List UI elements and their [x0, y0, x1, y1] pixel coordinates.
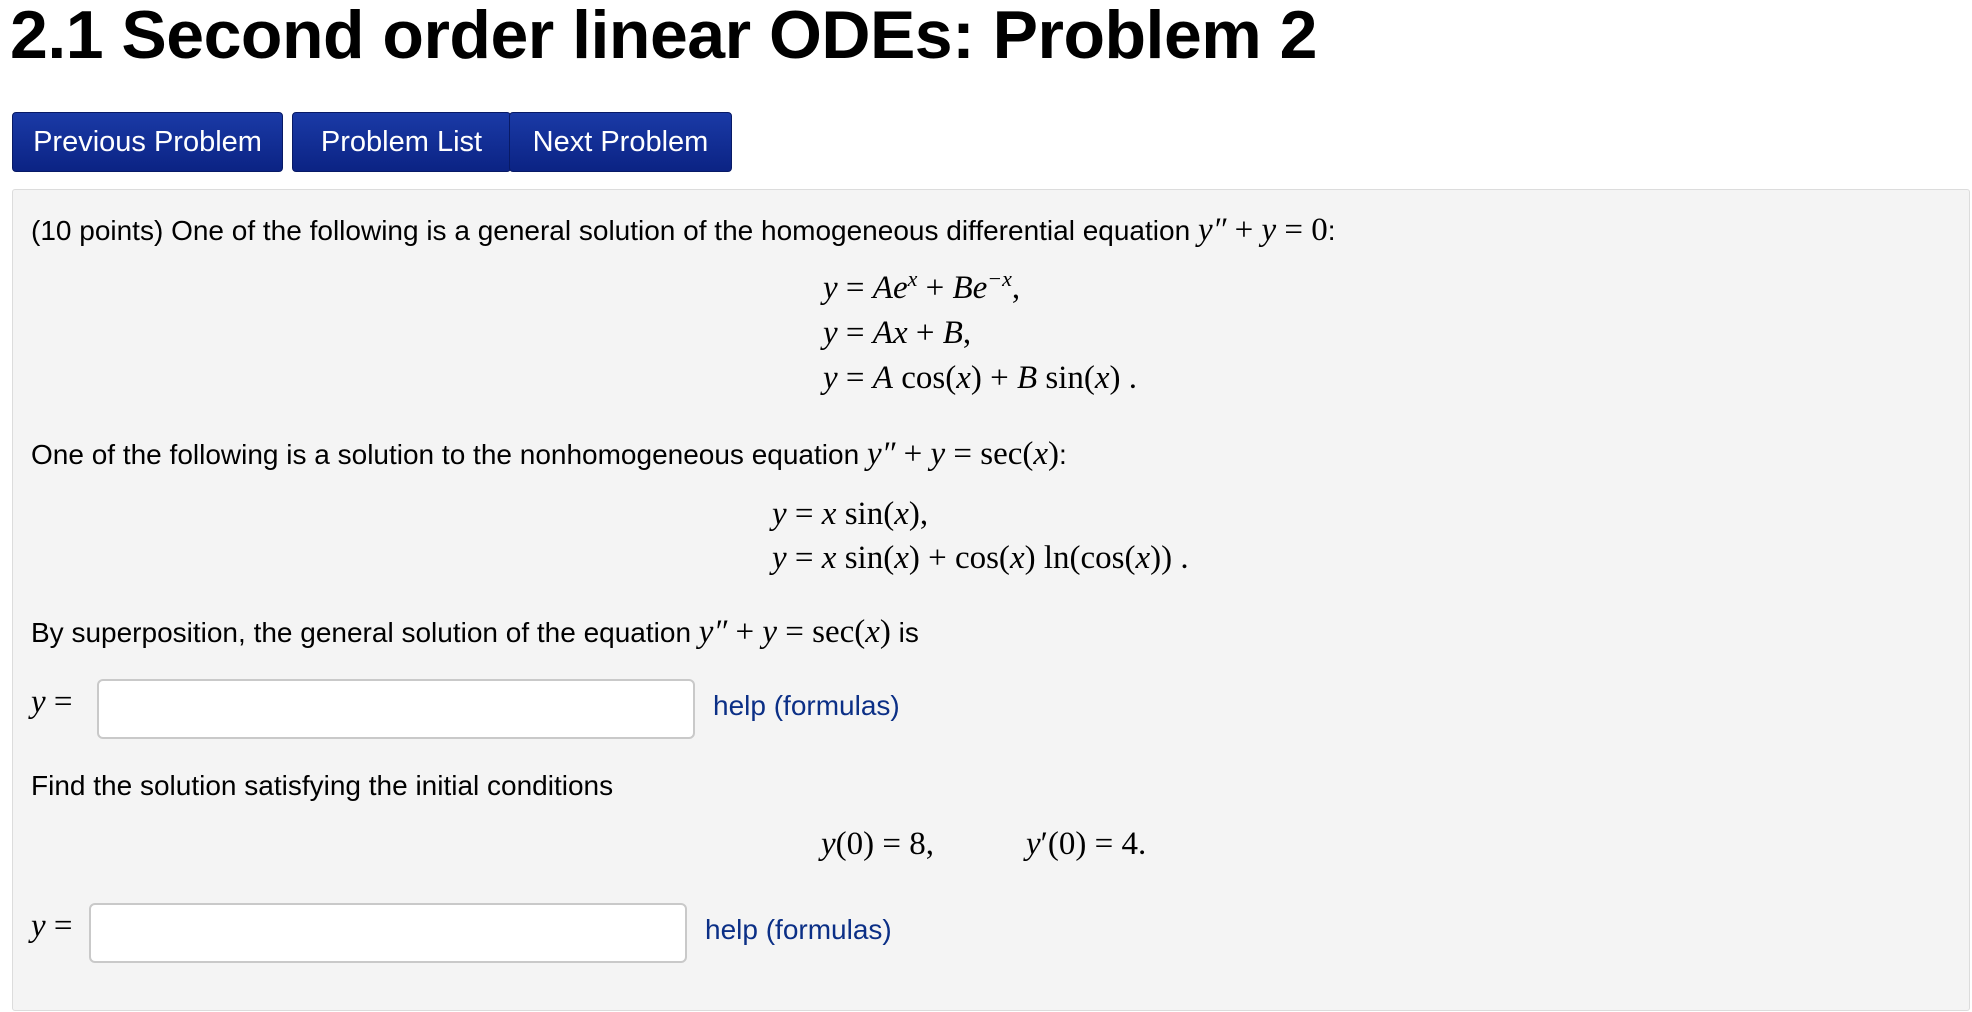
superposition-equation: y″ + y = sec(x): [698, 614, 891, 650]
answer-label-2: y =: [31, 908, 73, 944]
page-title: 2.1 Second order linear ODEs: Problem 2: [10, 0, 1317, 73]
next-problem-button[interactable]: Next Problem: [509, 112, 732, 172]
homogeneous-equation: y″ + y = 0: [1197, 212, 1328, 248]
homogeneous-option: y = A cos(x) + B sin(x) .: [823, 360, 1138, 396]
nonhom-text-span: One of the following is a solution to the nonhomogeneous equation: [31, 439, 860, 470]
particular-option: y = x sin(x),: [772, 496, 929, 532]
problem-body: [12, 189, 1970, 1011]
problem-list-button[interactable]: Problem List: [292, 112, 511, 172]
nonhomogeneous-text: One of the following is a solution to the nonhomogeneous equation y″ + y = sec(x):: [31, 436, 1067, 472]
homogeneous-option: y = Ax + B,: [823, 315, 972, 351]
particular-option: y = x sin(x) + cos(x) ln(cos(x)) .: [772, 540, 1189, 576]
help-formulas-link-2[interactable]: help (formulas): [705, 914, 892, 945]
initial-condition-1: y(0) = 8,: [821, 826, 934, 862]
ivp-solution-input[interactable]: [89, 903, 687, 963]
intro-text: (10 points) One of the following is a general solution of the homogeneous differential equation: [31, 215, 1191, 246]
initial-conditions-text: Find the solution satisfying the initial conditions: [31, 770, 614, 801]
help-formulas-link-1[interactable]: help (formulas): [713, 690, 900, 721]
general-solution-input[interactable]: [97, 679, 695, 739]
superposition-tail: is: [898, 617, 919, 648]
superposition-text: [31, 614, 919, 651]
previous-problem-button[interactable]: Previous Problem: [12, 112, 283, 172]
nonhomogeneous-equation: y″ + y = sec(x): [866, 436, 1060, 472]
initial-condition-2: y′(0) = 4.: [1026, 826, 1147, 862]
answer-label-1: y =: [31, 684, 73, 720]
superposition-span: By superposition, the general solution of the equation: [31, 617, 692, 648]
homogeneous-option: $y = Ae^x + Be^{-x}$,: [823, 266, 1021, 306]
problem-intro: (10 points) One of the following is a general solution of the homogeneous differential equation y″ + y = 0:: [31, 212, 1336, 248]
